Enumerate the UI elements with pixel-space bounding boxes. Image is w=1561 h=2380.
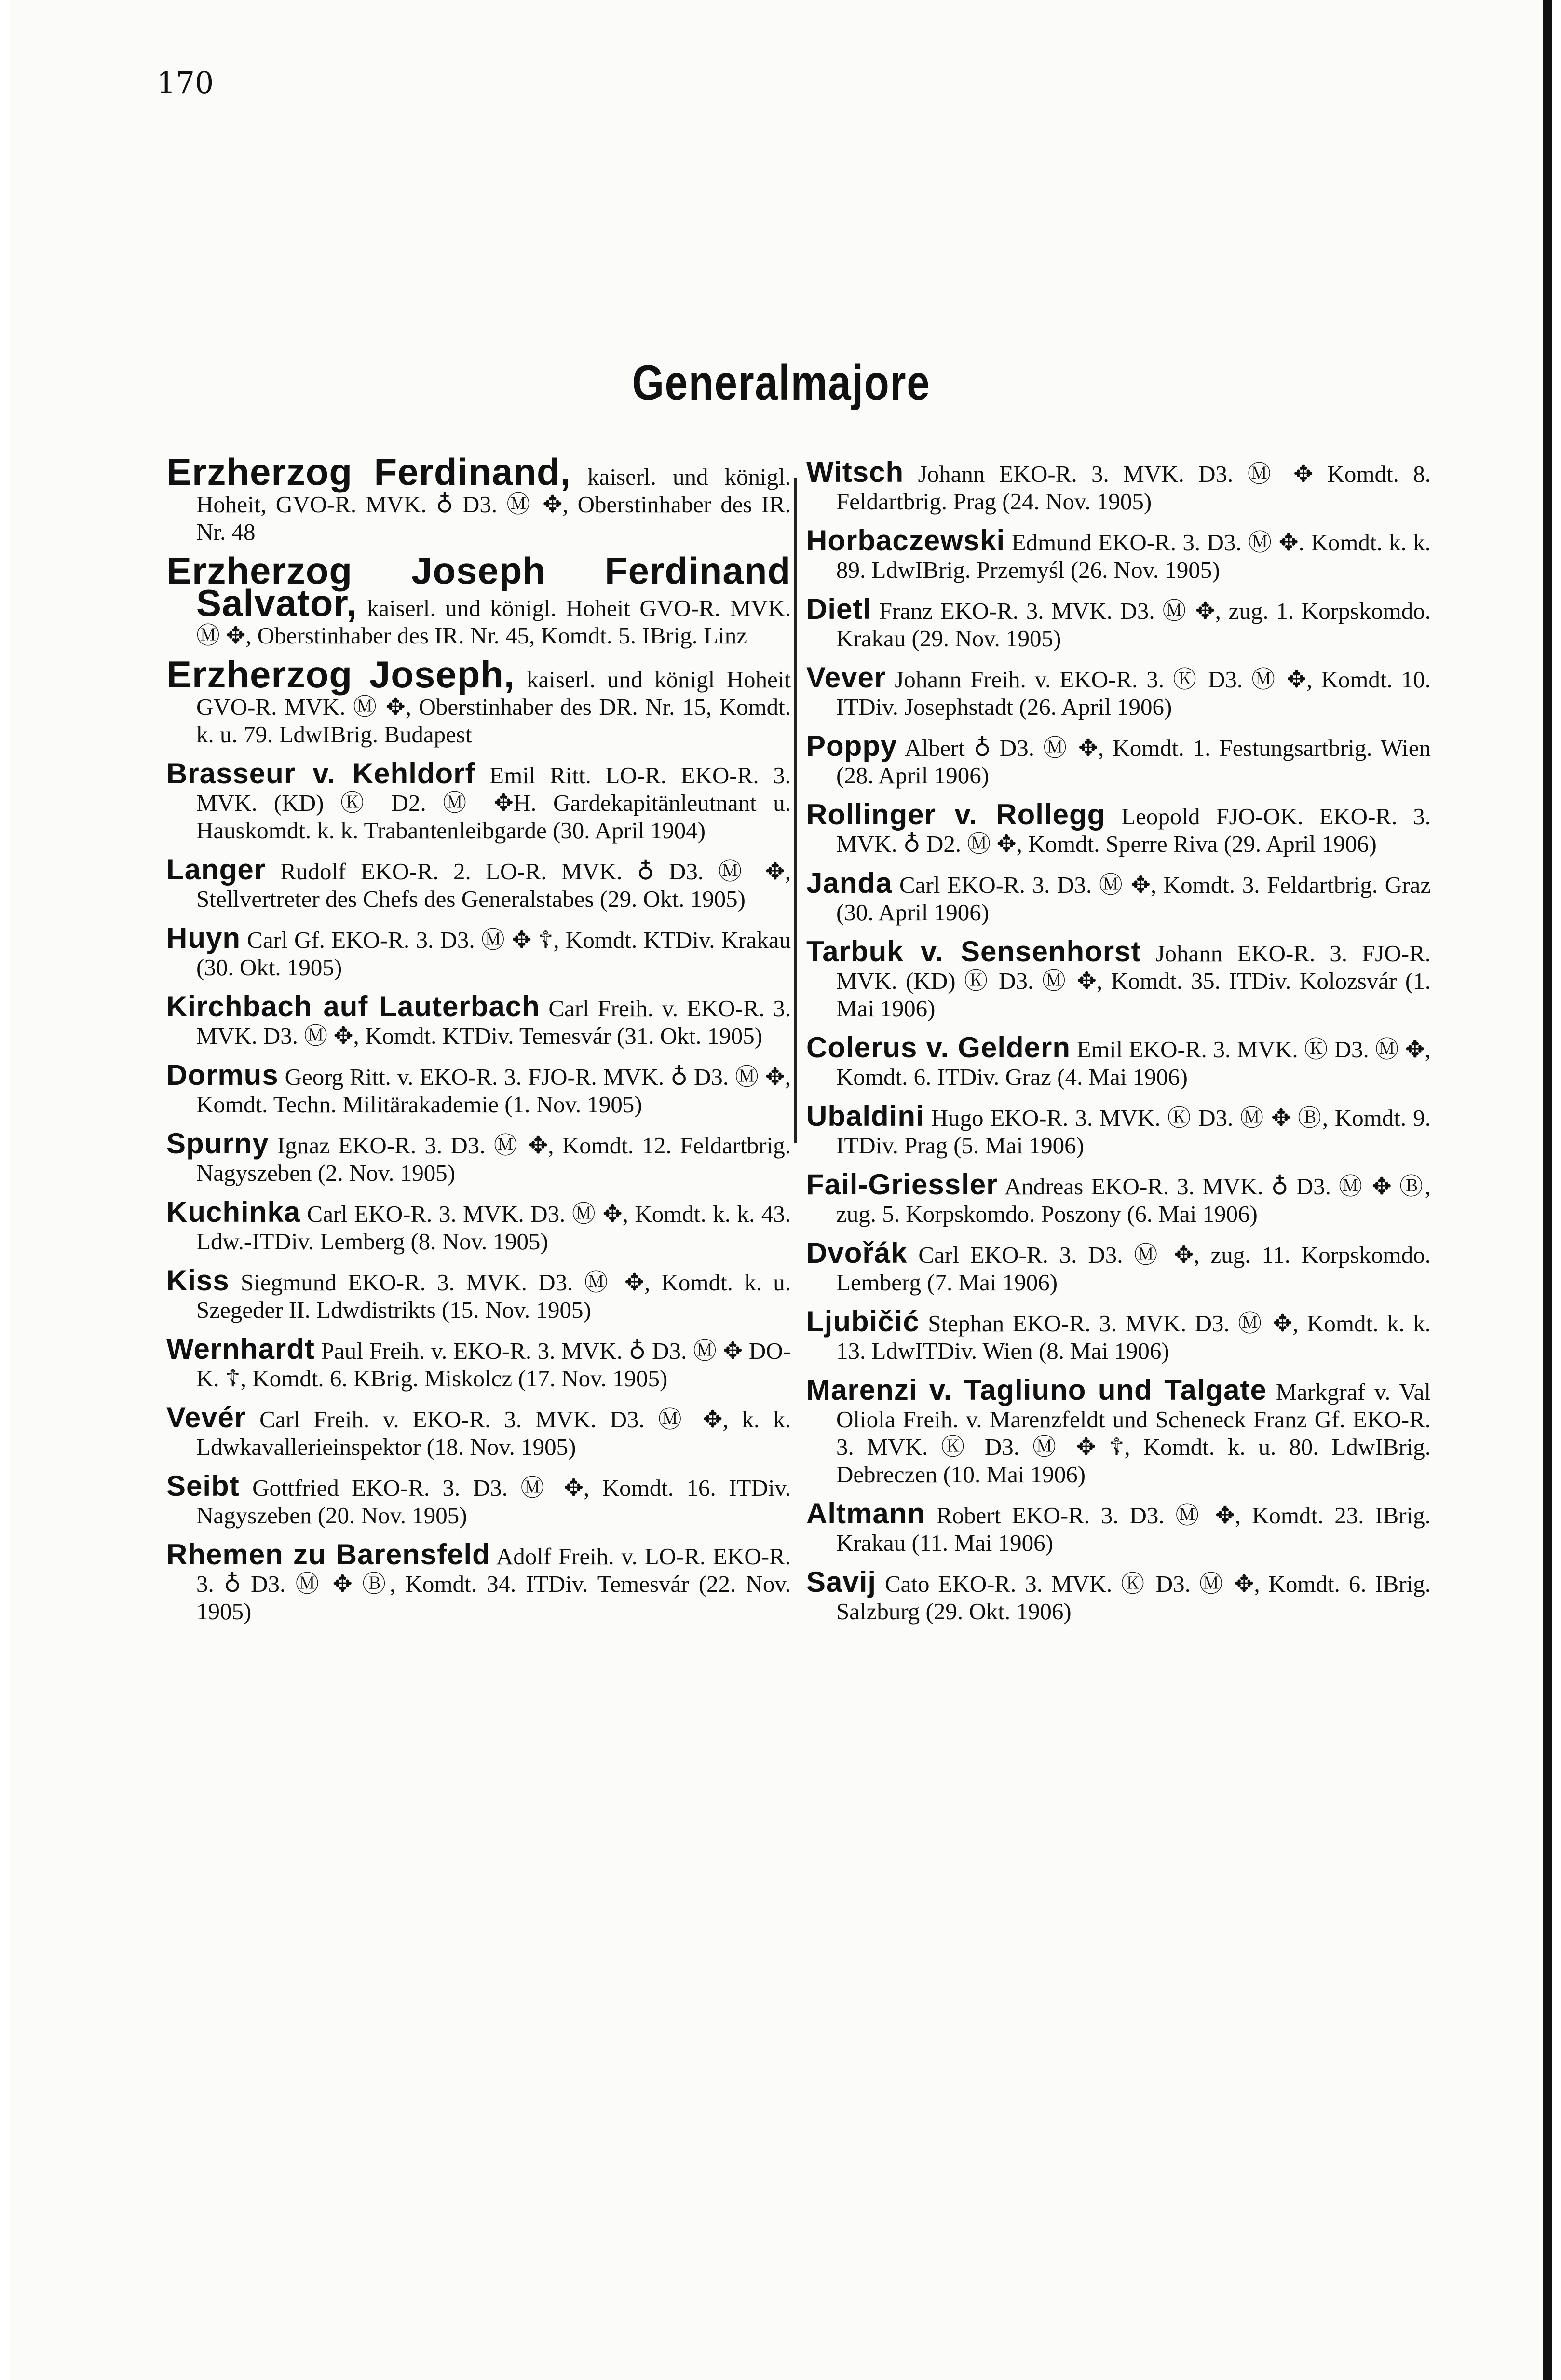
- entry: [166, 1127, 791, 1187]
- entry: [806, 1376, 1431, 1488]
- entry-details: Markgraf v. Val Oliola Freih. v. Marenzfeldt und Scheneck Franz Gf. EKO-R. 3. MVK. Ⓚ D3. Ⓜ ✥ ☦, Komdt. k. u. 80. LdwIBrig. Debreczen (10. Mai 1906): [836, 1379, 1431, 1488]
- entry-details: Rudolf EKO-R. 2. LO-R. MVK. ♁ D3. Ⓜ ✥, Stellvertreter des Chefs des Generalstabes (29. Okt. 1905): [196, 858, 791, 912]
- entry-name: Erzherzog Ferdinand,: [166, 451, 571, 493]
- page-number: 170: [157, 65, 214, 100]
- entry-details: Carl Freih. v. EKO-R. 3. MVK. D3. Ⓜ ✥, k. k. Ldwkavallerieinspektor (18. Nov. 1905): [196, 1406, 791, 1460]
- entry-name: Brasseur v. Kehldorf: [166, 757, 475, 790]
- entry-name: Spurny: [166, 1127, 269, 1160]
- entry-details: Robert EKO-R. 3. D3. Ⓜ ✥, Komdt. 23. IBrig. Krakau (11. Mai 1906): [836, 1502, 1431, 1556]
- entry-name: Ubaldini: [806, 1100, 924, 1132]
- entry-name: Poppy: [806, 730, 897, 762]
- entry-name: Fail-Griessler: [806, 1168, 998, 1201]
- entry-name: Seibt: [166, 1470, 240, 1502]
- entry-details: Carl EKO-R. 3. D3. Ⓜ ✥, zug. 11. Korpskomdo. Lemberg (7. Mai 1906): [836, 1242, 1431, 1296]
- entry-details: Johann Freih. v. EKO-R. 3. Ⓚ D3. Ⓜ ✥, Komdt. 10. ITDiv. Josephstadt (26. April 1906): [836, 666, 1431, 720]
- entry: [806, 1168, 1431, 1228]
- entry: [166, 1198, 791, 1255]
- entry-name: Marenzi v. Tagliuno und Talgate: [806, 1374, 1267, 1406]
- entry: [806, 935, 1431, 1022]
- entry-details: Franz EKO-R. 3. MVK. D3. Ⓜ ✥, zug. 1. Korpskomdo. Krakau (29. Nov. 1905): [836, 598, 1431, 652]
- entry-name: Colerus v. Geldern: [806, 1031, 1071, 1064]
- entry: [166, 757, 791, 844]
- entry: [166, 853, 791, 913]
- entry-name: Altmann: [806, 1497, 925, 1530]
- entry: [166, 653, 791, 748]
- left-column: [166, 451, 791, 1637]
- entry-name: Rhemen zu Barensfeld: [166, 1538, 490, 1571]
- entry-details: Cato EKO-R. 3. MVK. Ⓚ D3. Ⓜ ✥, Komdt. 6. IBrig. Salzburg (29. Okt. 1906): [836, 1571, 1431, 1625]
- entry-name: Dvořák: [806, 1237, 908, 1269]
- entry-details: Carl Gf. EKO-R. 3. D3. Ⓜ ✥ ☦, Komdt. KTDiv. Krakau (30. Okt. 1905): [196, 927, 791, 981]
- entry-details: kaiserl. und königl Hoheit GVO-R. MVK. Ⓜ ✥, Oberstinhaber des DR. Nr. 15, Komdt. k. u. 79. LdwIBrig. Budapest: [196, 666, 791, 748]
- entry-details: Paul Freih. v. EKO-R. 3. MVK. ♁ D3. Ⓜ ✥ DO-K. ☦, Komdt. 6. KBrig. Miskolcz (17. Nov. 1905): [196, 1338, 791, 1392]
- entry: [166, 451, 791, 546]
- entry-name: Langer: [166, 853, 266, 886]
- entry-name: Janda: [806, 867, 893, 899]
- entry: [806, 1305, 1431, 1365]
- entry-details: Emil Ritt. LO-R. EKO-R. 3. MVK. (KD) Ⓚ D2. Ⓜ ✥H. Gardekapitänleutnant u. Hauskomdt. k. k. Trabantenleibgarde (30. April 1904): [196, 762, 791, 844]
- entry: [166, 1264, 791, 1324]
- entry-name: Vevér: [166, 1401, 246, 1434]
- entry-details: Siegmund EKO-R. 3. MVK. D3. Ⓜ ✥, Komdt. k. u. Szegeder II. Ldwdistrikts (15. Nov. 1905): [196, 1269, 791, 1323]
- entry: [806, 595, 1431, 652]
- entry-name: Erzherzog Joseph Ferdinand Salvator,: [166, 549, 791, 624]
- entry: [806, 524, 1431, 584]
- entry-name: Wernhardt: [166, 1333, 315, 1365]
- entry: [806, 1031, 1431, 1091]
- entry: [166, 924, 791, 981]
- entry: [806, 732, 1431, 789]
- column-divider: [794, 478, 797, 1143]
- entry-details: Hugo EKO-R. 3. MVK. Ⓚ D3. Ⓜ ✥ Ⓑ, Komdt. 9. ITDiv. Prag (5. Mai 1906): [836, 1105, 1431, 1159]
- section-heading: Generalmajore: [632, 355, 931, 411]
- entry-name: Ljubičić: [806, 1305, 920, 1338]
- entry-name: Vever: [806, 661, 886, 694]
- entry-details: Johann EKO-R. 3. FJO-R. MVK. (KD) Ⓚ D3. Ⓜ ✥, Komdt. 35. ITDiv. Kolozsvár (1. Mai 1906): [836, 940, 1431, 1022]
- entry-details: Emil EKO-R. 3. MVK. Ⓚ D3. Ⓜ ✥, Komdt. 6. ITDiv. Graz (4. Mai 1906): [836, 1036, 1431, 1090]
- entry: [166, 1538, 791, 1625]
- entry-details: Carl EKO-R. 3. D3. Ⓜ ✥, Komdt. 3. Feldartbrig. Graz (30. April 1906): [836, 872, 1431, 926]
- entry-details: Stephan EKO-R. 3. MVK. D3. Ⓜ ✥, Komdt. k. k. 13. LdwITDiv. Wien (8. Mai 1906): [836, 1310, 1431, 1364]
- entry: [806, 1568, 1431, 1625]
- entry-details: Gottfried EKO-R. 3. D3. Ⓜ ✥, Komdt. 16. ITDiv. Nagyszeben (20. Nov. 1905): [196, 1475, 791, 1529]
- entry: [806, 1239, 1431, 1296]
- entry: [806, 1497, 1431, 1557]
- entry-name: Horbaczewski: [806, 524, 1005, 557]
- entry: [806, 1102, 1431, 1159]
- entry: [166, 1401, 791, 1461]
- entry: [806, 869, 1431, 926]
- entry-name: Kirchbach auf Lauterbach: [166, 990, 540, 1023]
- entry-name: Tarbuk v. Sensenhorst: [806, 935, 1141, 968]
- entry-details: Carl EKO-R. 3. MVK. D3. Ⓜ ✥, Komdt. k. k. 43. Ldw.-ITDiv. Lemberg (8. Nov. 1905): [196, 1201, 791, 1255]
- entry-name: Rollinger v. Rollegg: [806, 798, 1106, 831]
- entry: [166, 1335, 791, 1392]
- entry-details: Leopold FJO-OK. EKO-R. 3. MVK. ♁ D2. Ⓜ ✥, Komdt. Sperre Riva (29. April 1906): [836, 803, 1431, 857]
- entry-details: Carl Freih. v. EKO-R. 3. MVK. D3. Ⓜ ✥, Komdt. KTDiv. Temesvár (31. Okt. 1905): [196, 995, 791, 1049]
- entry-details: Andreas EKO-R. 3. MVK. ♁ D3. Ⓜ ✥ Ⓑ, zug. 5. Korpskomdo. Poszony (6. Mai 1906): [836, 1173, 1431, 1227]
- entry-name: Huyn: [166, 922, 241, 954]
- entry-name: Erzherzog Joseph,: [166, 653, 515, 696]
- entry-name: Dormus: [166, 1059, 279, 1091]
- entry: [166, 1472, 791, 1529]
- entry-name: Kiss: [166, 1264, 230, 1297]
- entry-details: Albert ♁ D3. Ⓜ ✥, Komdt. 1. Festungsartbrig. Wien (28. April 1906): [836, 735, 1431, 789]
- entry-details: Georg Ritt. v. EKO-R. 3. FJO-R. MVK. ♁ D3. Ⓜ ✥, Komdt. Techn. Militärakademie (1. Nov. 1905): [196, 1064, 791, 1118]
- entry-details: Ignaz EKO-R. 3. D3. Ⓜ ✥, Komdt. 12. Feldartbrig. Nagyszeben (2. Nov. 1905): [196, 1132, 791, 1186]
- entry: [166, 990, 791, 1050]
- entry-details: kaiserl. und königl. Hoheit, GVO-R. MVK. ♁ D3. Ⓜ ✥, Oberstinhaber des IR. Nr. 48: [196, 464, 791, 545]
- entry: [806, 458, 1431, 515]
- entry: [806, 661, 1431, 721]
- entry-name: Savij: [806, 1566, 877, 1598]
- document-page: [10, 0, 1552, 2380]
- entry: [166, 549, 791, 649]
- right-column: [806, 458, 1431, 1637]
- entry-details: kaiserl. und königl. Hoheit GVO-R. MVK. Ⓜ ✥, Oberstinhaber des IR. Nr. 45, Komdt. 5. IBrig. Linz: [196, 595, 791, 649]
- entry-details: Johann EKO-R. 3. MVK. D3. Ⓜ ✥ Komdt. 8. Feldartbrig. Prag (24. Nov. 1905): [836, 461, 1431, 515]
- entry-name: Witsch: [806, 456, 904, 488]
- entry: [166, 1061, 791, 1118]
- entry-details: Edmund EKO-R. 3. D3. Ⓜ ✥. Komdt. k. k. 89. LdwIBrig. Przemyśl (26. Nov. 1905): [836, 529, 1431, 583]
- entry-details: Adolf Freih. v. LO-R. EKO-R. 3. ♁ D3. Ⓜ ✥ Ⓑ, Komdt. 34. ITDiv. Temesvár (22. Nov. 1905): [196, 1543, 791, 1625]
- entry: [806, 798, 1431, 858]
- entry-name: Kuchinka: [166, 1196, 301, 1228]
- entry-name: Dietl: [806, 593, 872, 625]
